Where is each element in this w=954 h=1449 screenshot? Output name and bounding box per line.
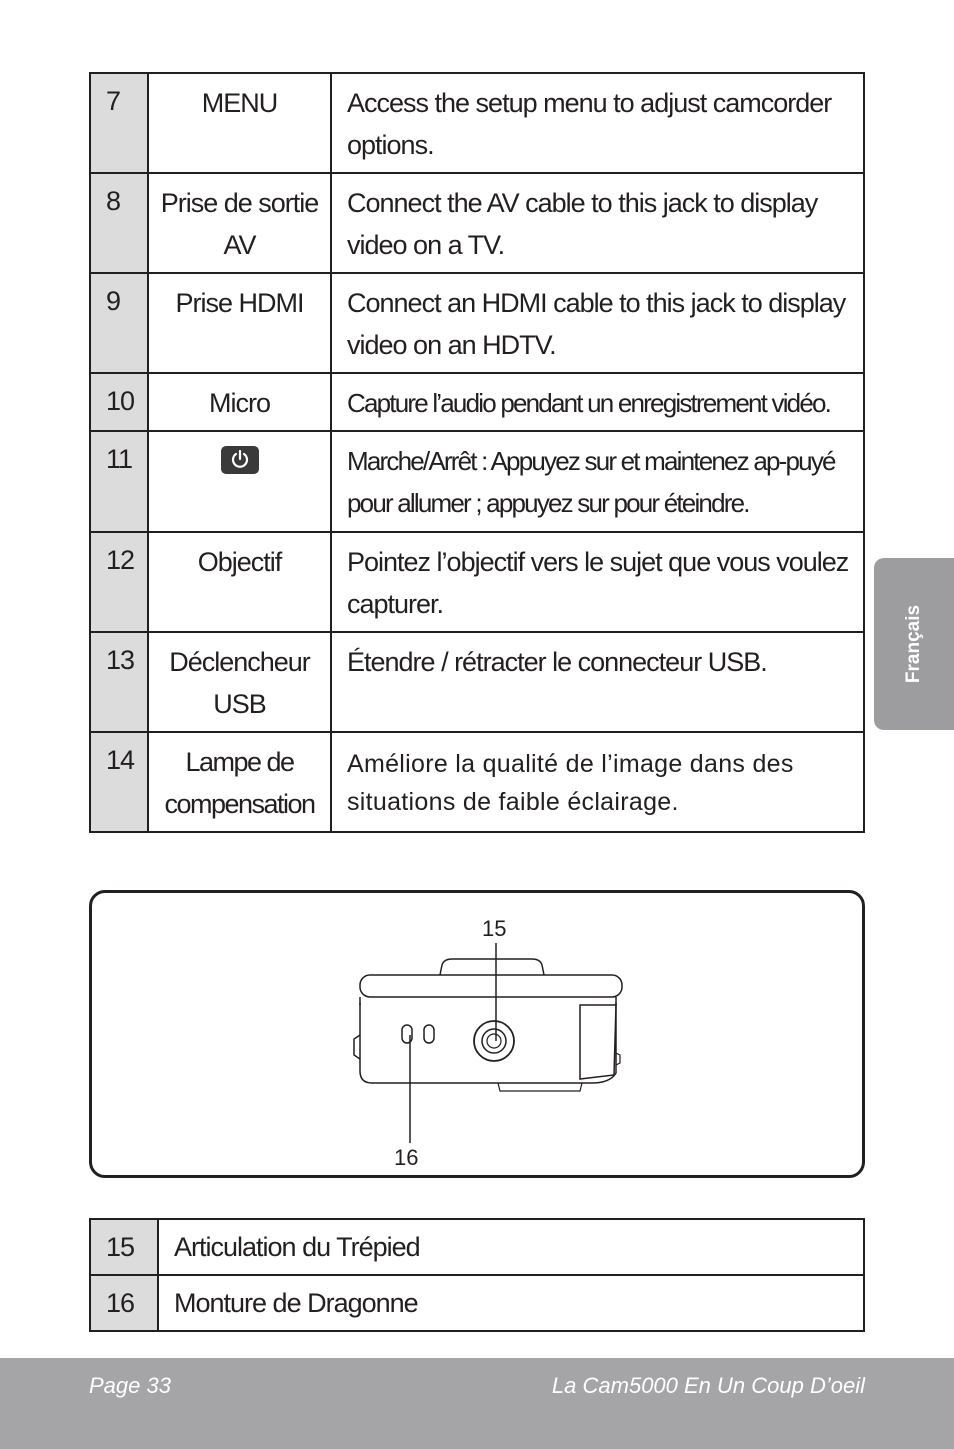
callout-16: 16 (394, 1145, 419, 1170)
page-footer (0, 1358, 954, 1449)
callout-15: 15 (482, 916, 507, 941)
part-name: Objectif (148, 532, 331, 632)
part-name: Monture de Dragonne (158, 1275, 864, 1331)
table-row (90, 173, 864, 273)
part-icon-cell (148, 431, 331, 532)
table-row (90, 73, 864, 173)
table-row (90, 431, 864, 532)
part-name: Lampe de compensation (148, 732, 331, 832)
row-number: 9 (90, 273, 148, 373)
page-number: Page 33 (89, 1373, 171, 1398)
table-row (90, 273, 864, 373)
row-number: 15 (90, 1219, 158, 1275)
power-icon (221, 446, 259, 474)
row-number: 8 (90, 173, 148, 273)
part-name: Micro (148, 373, 331, 431)
part-description: Access the setup menu to adjust camcorder options. (331, 73, 864, 173)
camcorder-bottom-diagram (89, 890, 865, 1178)
row-number: 16 (90, 1275, 158, 1331)
table-row (90, 373, 864, 431)
part-name: Articulation du Trépied (158, 1219, 864, 1275)
row-number: 14 (90, 732, 148, 832)
part-name: Prise de sortie AV (148, 173, 331, 273)
row-number: 12 (90, 532, 148, 632)
camcorder-bottom-illustration (92, 893, 862, 1175)
part-description: Améliore la qualité de l’image dans des situations de faible éclairage. (331, 732, 864, 832)
row-number: 11 (90, 431, 148, 532)
table-row (90, 732, 864, 832)
part-description: Capture l’audio pendant un enregistrement vidéo. (331, 373, 864, 431)
language-tab (874, 558, 954, 730)
features-table (89, 72, 865, 833)
part-name: Déclencheur USB (148, 632, 331, 732)
part-description: Marche/Arrêt : Appuyez sur et maintenez ap-puyé pour allumer ; appuyez sur pour éteindre. (331, 431, 864, 532)
table-row (90, 532, 864, 632)
language-tab-label: Français (903, 604, 924, 684)
bottom-parts-table (89, 1218, 865, 1332)
table-row (90, 1219, 864, 1275)
footer-title: La Cam5000 En Un Coup D’oeil (551, 1373, 865, 1398)
part-description: Étendre / rétracter le connecteur USB. (331, 632, 864, 732)
table-row (90, 632, 864, 732)
row-number: 13 (90, 632, 148, 732)
part-name: MENU (148, 73, 331, 173)
row-number: 7 (90, 73, 148, 173)
part-name: Prise HDMI (148, 273, 331, 373)
part-description: Connect the AV cable to this jack to display video on a TV. (331, 173, 864, 273)
part-description: Pointez l’objectif vers le sujet que vous voulez capturer. (331, 532, 864, 632)
row-number: 10 (90, 373, 148, 431)
part-description: Connect an HDMI cable to this jack to display video on an HDTV. (331, 273, 864, 373)
table-row (90, 1275, 864, 1331)
